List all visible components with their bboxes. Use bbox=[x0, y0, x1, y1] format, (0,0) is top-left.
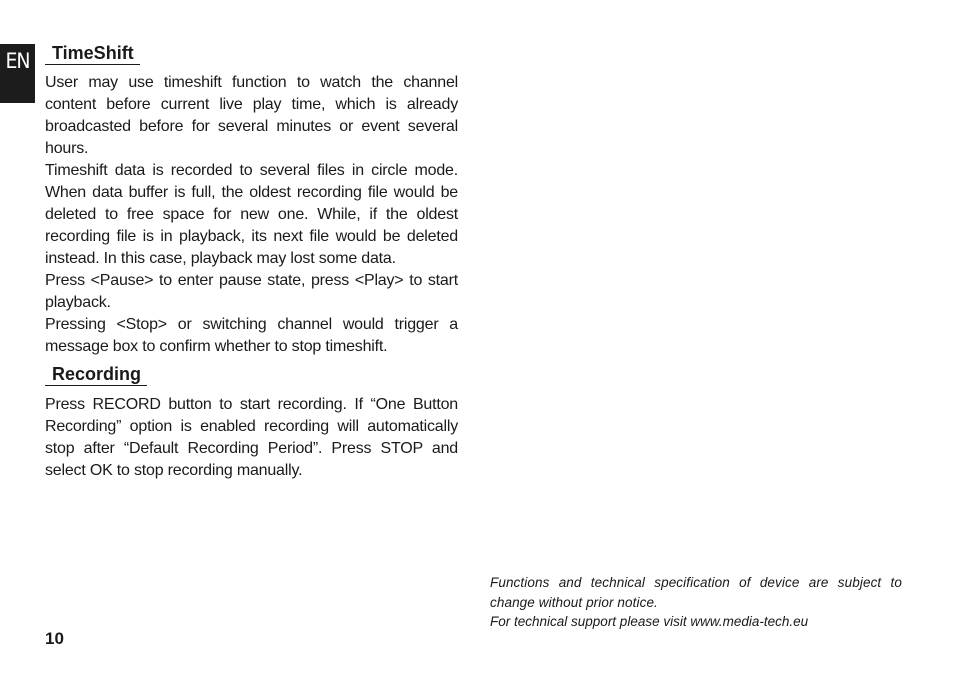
timeshift-paragraph-1: User may use timeshift function to watch the channel content before current live play time, which is already broadcasted before for several minutes or event several hours. bbox=[45, 74, 458, 157]
section-heading-timeshift: TimeShift bbox=[45, 43, 140, 65]
section-heading-recording: Recording bbox=[45, 364, 147, 386]
footnote-disclaimer: Functions and technical specification of device are subject to change without prior notice. bbox=[490, 575, 902, 610]
footnote-support: For technical support please visit www.media-tech.eu bbox=[490, 614, 809, 629]
timeshift-paragraph-4: Pressing <Stop> or switching channel would trigger a message box to confirm whether to stop timeshift. bbox=[45, 316, 458, 355]
footnote bbox=[490, 573, 902, 632]
recording-paragraph-1: Press RECORD button to start recording. If “One Button Recording” option is enabled recording will automatically stop after “Default Recording Period”. Press STOP and select OK to stop recording manually. bbox=[45, 396, 458, 479]
timeshift-paragraph-3: Press <Pause> to enter pause state, press <Play> to start playback. bbox=[45, 272, 458, 311]
language-tab: EN bbox=[0, 44, 35, 103]
timeshift-paragraph-2: Timeshift data is recorded to several files in circle mode. When data buffer is full, the oldest recording file would be deleted to free space for new one. While, if the oldest recording file is in playback, its next file would be deleted instead. In this case, playback may lost some data. bbox=[45, 162, 458, 267]
main-column bbox=[45, 43, 458, 482]
page-number: 10 bbox=[45, 629, 64, 648]
